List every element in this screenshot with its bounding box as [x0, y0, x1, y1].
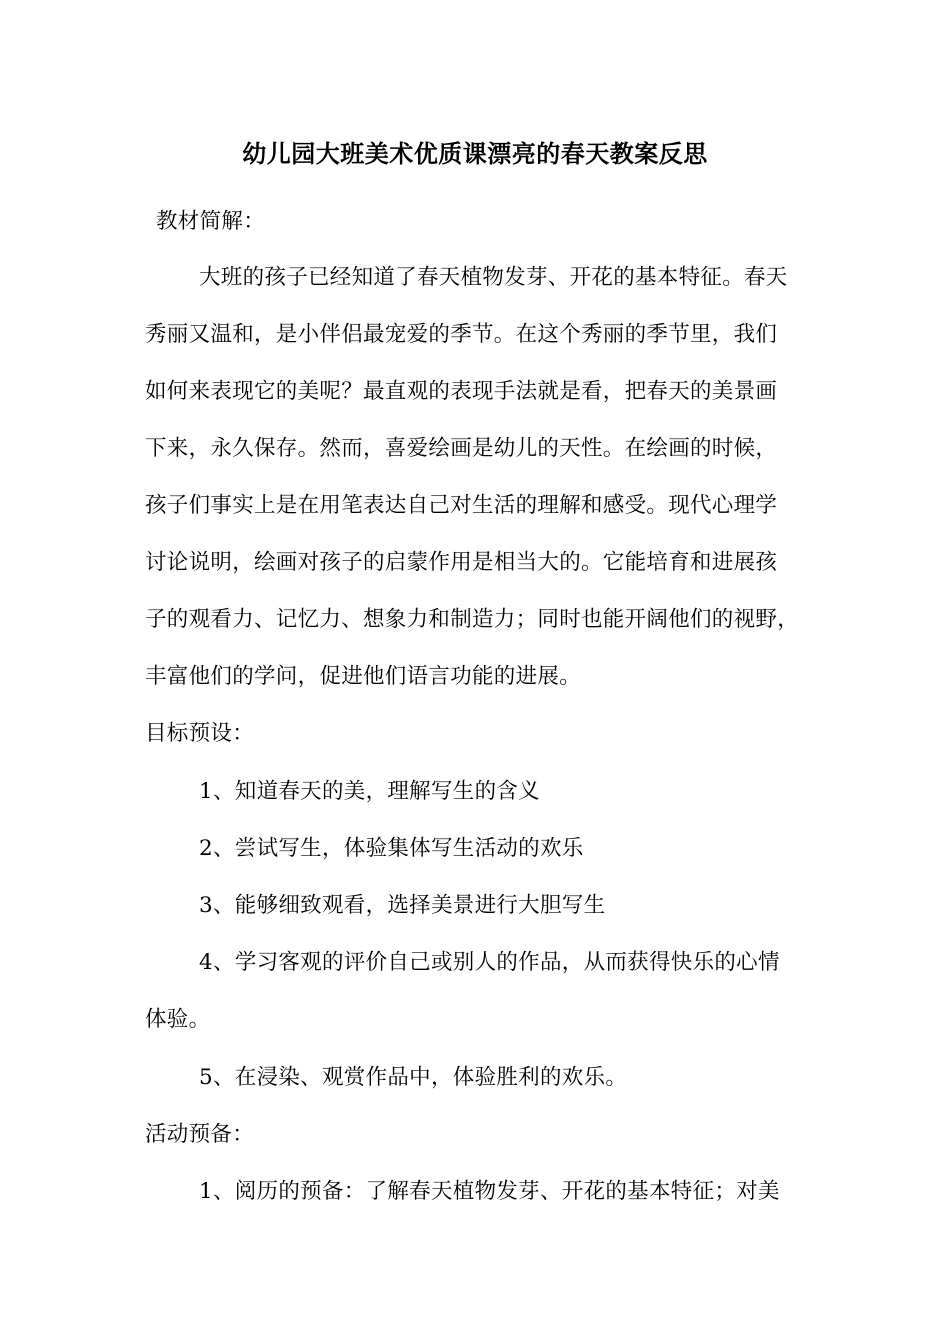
paragraph-line: 丰富他们的学问，促进他们语言功能的进展。 [145, 664, 582, 689]
goal-item: 1、知道春天的美，理解写生的含义 [199, 779, 540, 804]
paragraph-line: 秀丽又温和，是小伴侣最宠爱的季节。在这个秀丽的季节里，我们 [145, 322, 778, 347]
document-title: 幼儿园大班美术优质课漂亮的春天教案反思 [242, 139, 708, 168]
section-heading-goals: 目标预设： [145, 721, 255, 746]
goal-item: 5、在浸染、观赏作品中，体验胜利的欢乐。 [199, 1065, 628, 1090]
goal-item: 3、能够细致观看，选择美景进行大胆写生 [199, 893, 606, 918]
prep-item: 1、阅历的预备：了解春天植物发芽、开花的基本特征；对美 [199, 1179, 780, 1204]
section-heading-prep: 活动预备： [145, 1122, 255, 1147]
goal-item: 4、学习客观的评价自己或别人的作品，从而获得快乐的心情 [199, 950, 780, 975]
paragraph-line: 下来，永久保存。然而，喜爱绘画是幼儿的天性。在绘画的时候， [145, 436, 778, 461]
goal-item: 2、尝试写生，体验集体写生活动的欢乐 [199, 836, 584, 861]
goal-item-continuation: 体验。 [145, 1007, 211, 1032]
paragraph-line: 讨论说明，绘画对孩子的启蒙作用是相当大的。它能培育和进展孩 [145, 550, 778, 575]
section-heading-intro: 教材简解： [156, 209, 266, 234]
paragraph-line: 孩子们事实上是在用笔表达自己对生活的理解和感受。现代心理学 [145, 493, 778, 518]
paragraph-line: 大班的孩子已经知道了春天植物发芽、开花的基本特征。春天 [199, 265, 788, 290]
paragraph-line: 如何来表现它的美呢？最直观的表现手法就是看，把春天的美景画 [145, 379, 778, 404]
paragraph-line: 子的观看力、记忆力、想象力和制造力；同时也能开阔他们的视野， [145, 607, 800, 632]
